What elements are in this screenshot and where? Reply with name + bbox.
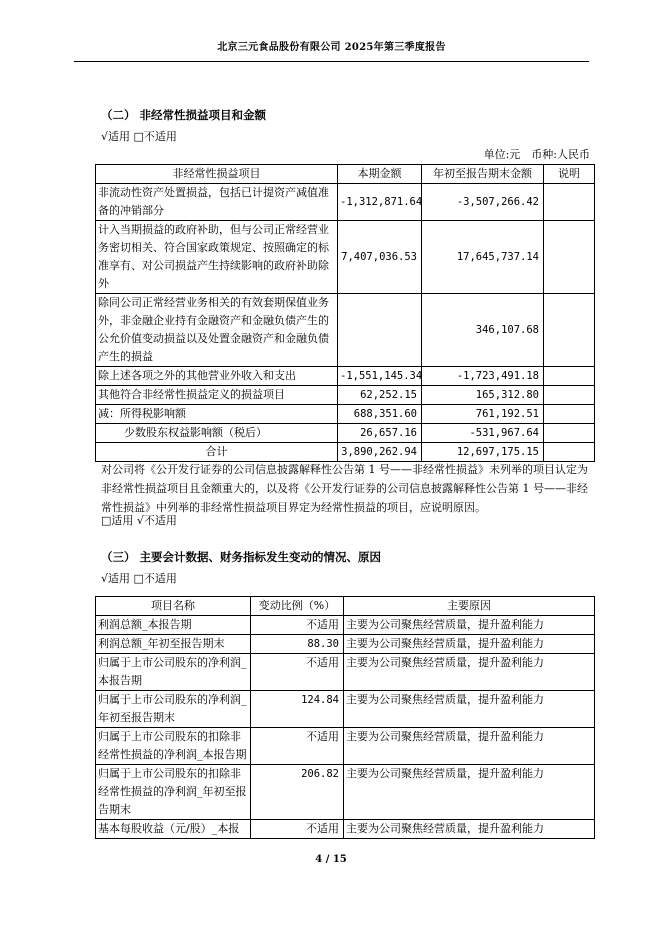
- ytd-amount-cell: 17,645,737.14: [422, 221, 544, 294]
- table-row: [96, 616, 595, 635]
- column-header: 说明: [544, 165, 595, 184]
- page-number: 4 / 15: [315, 854, 347, 865]
- table-row: [96, 294, 595, 367]
- unit-currency-note: 单位:元 币种:人民币: [483, 148, 590, 161]
- section-2-title: （二） 非经常性损益项目和金额: [101, 108, 267, 122]
- table-row: [96, 635, 595, 654]
- note-cell: [544, 367, 595, 386]
- reason-cell: 主要为公司聚焦经营质量，提升盈利能力: [344, 635, 595, 654]
- item-name-cell: 基本每股收益（元/股）_本报: [96, 820, 251, 839]
- ytd-amount-cell: -3,507,266.42: [422, 184, 544, 221]
- item-name-cell: 利润总额_年初至报告期末: [96, 635, 251, 654]
- note-cell: [544, 386, 595, 405]
- item-cell: 少数股东权益影响额（税后）: [96, 424, 338, 443]
- section-3-applicability: √适用 □不适用: [101, 572, 177, 585]
- note-cell: [544, 294, 595, 367]
- current-amount-cell: -1,312,871.64: [338, 184, 422, 221]
- table-row: [96, 367, 595, 386]
- table-row: [96, 654, 595, 691]
- item-name-cell: 归属于上市公司股东的净利润_本报告期: [96, 654, 251, 691]
- reason-cell: 主要为公司聚焦经营质量，提升盈利能力: [344, 765, 595, 820]
- column-header: 主要原因: [344, 597, 595, 616]
- change-ratio-cell: 88.30: [251, 635, 344, 654]
- note-cell: [544, 405, 595, 424]
- change-ratio-cell: 124.84: [251, 691, 344, 728]
- ytd-amount-cell: -531,967.64: [422, 424, 544, 443]
- change-ratio-cell: 不适用: [251, 820, 344, 839]
- reason-cell: 主要为公司聚焦经营质量，提升盈利能力: [344, 691, 595, 728]
- total-row: [96, 443, 595, 462]
- reason-cell: 主要为公司聚焦经营质量，提升盈利能力: [344, 728, 595, 765]
- item-cell: 其他符合非经常性损益定义的损益项目: [96, 386, 338, 405]
- total-current-cell: 3,890,262.94: [338, 443, 422, 462]
- item-name-cell: 归属于上市公司股东的扣除非经常性损益的净利润_本报告期: [96, 728, 251, 765]
- column-header: 变动比例（%）: [251, 597, 344, 616]
- change-ratio-cell: 206.82: [251, 765, 344, 820]
- item-cell: 除上述各项之外的其他营业外收入和支出: [96, 367, 338, 386]
- reason-cell: 主要为公司聚焦经营质量，提升盈利能力: [344, 654, 595, 691]
- note-cell: [544, 221, 595, 294]
- table-row: [96, 691, 595, 728]
- page-header: 北京三元食品股份有限公司 2025年第三季度报告: [217, 42, 446, 53]
- change-ratio-cell: 不适用: [251, 728, 344, 765]
- current-amount-cell: 7,407,036.53: [338, 221, 422, 294]
- financial-changes-table: [95, 596, 595, 839]
- table-row: [96, 386, 595, 405]
- table-row: [96, 405, 595, 424]
- table-row: [96, 728, 595, 765]
- item-name-cell: 归属于上市公司股东的扣除非经常性损益的净利润_年初至报告期末: [96, 765, 251, 820]
- current-amount-cell: -1,551,145.34: [338, 367, 422, 386]
- item-cell: 除同公司正常经营业务相关的有效套期保值业务外，非金融企业持有金融资产和金融负债产生的公允价值变动损益以及处置金融资产和金融负债产生的损益: [96, 294, 338, 367]
- section-2-applicability: √适用 □不适用: [101, 130, 177, 143]
- table-row: [96, 184, 595, 221]
- header-divider: [74, 61, 589, 62]
- table-header-row: [96, 165, 595, 184]
- current-amount-cell: 688,351.60: [338, 405, 422, 424]
- column-header: 年初至报告期末金额: [422, 165, 544, 184]
- section-3-title: （三） 主要会计数据、财务指标发生变动的情况、原因: [101, 550, 382, 564]
- change-ratio-cell: 不适用: [251, 654, 344, 691]
- ytd-amount-cell: 165,312.80: [422, 386, 544, 405]
- note-cell: [544, 184, 595, 221]
- note-cell: [544, 443, 595, 462]
- reason-cell: 主要为公司聚焦经营质量，提升盈利能力: [344, 616, 595, 635]
- explanation-applicability: □适用 √不适用: [101, 514, 177, 527]
- item-name-cell: 归属于上市公司股东的净利润_年初至报告期末: [96, 691, 251, 728]
- item-cell: 减：所得税影响额: [96, 405, 338, 424]
- note-cell: [544, 424, 595, 443]
- ytd-amount-cell: 761,192.51: [422, 405, 544, 424]
- change-ratio-cell: 不适用: [251, 616, 344, 635]
- current-amount-cell: 62,252.15: [338, 386, 422, 405]
- table-row: [96, 820, 595, 839]
- ytd-amount-cell: -1,723,491.18: [422, 367, 544, 386]
- column-header: 本期金额: [338, 165, 422, 184]
- non-recurring-gains-table: [95, 164, 595, 462]
- current-amount-cell: 26,657.16: [338, 424, 422, 443]
- total-ytd-cell: 12,697,175.15: [422, 443, 544, 462]
- reason-cell: 主要为公司聚焦经营质量，提升盈利能力: [344, 820, 595, 839]
- column-header: 非经常性损益项目: [96, 165, 338, 184]
- item-name-cell: 利润总额_本报告期: [96, 616, 251, 635]
- item-cell: 计入当期损益的政府补助，但与公司正常经营业务密切相关、符合国家政策规定、按照确定的标准享有、对公司损益产生持续影响的政府补助除外: [96, 221, 338, 294]
- table-row: [96, 765, 595, 820]
- table-header-row: [96, 597, 595, 616]
- table-row: [96, 424, 595, 443]
- ytd-amount-cell: 346,107.68: [422, 294, 544, 367]
- explanation-paragraph: 对公司将《公开发行证券的公司信息披露解释性公告第 1 号——非经常性损益》未列举的项目认定为非经常性损益项目且金额重大的，以及将《公开发行证券的公司信息披露解释性公告第 1 号——非经常性损益》中列举的非经常性损益项目界定为经常性损益的项目，应说明原因。: [101, 463, 588, 514]
- column-header: 项目名称: [96, 597, 251, 616]
- total-label-cell: 合计: [96, 443, 338, 462]
- current-amount-cell: [338, 294, 422, 367]
- table-row: [96, 221, 595, 294]
- item-cell: 非流动性资产处置损益，包括已计提资产减值准备的冲销部分: [96, 184, 338, 221]
